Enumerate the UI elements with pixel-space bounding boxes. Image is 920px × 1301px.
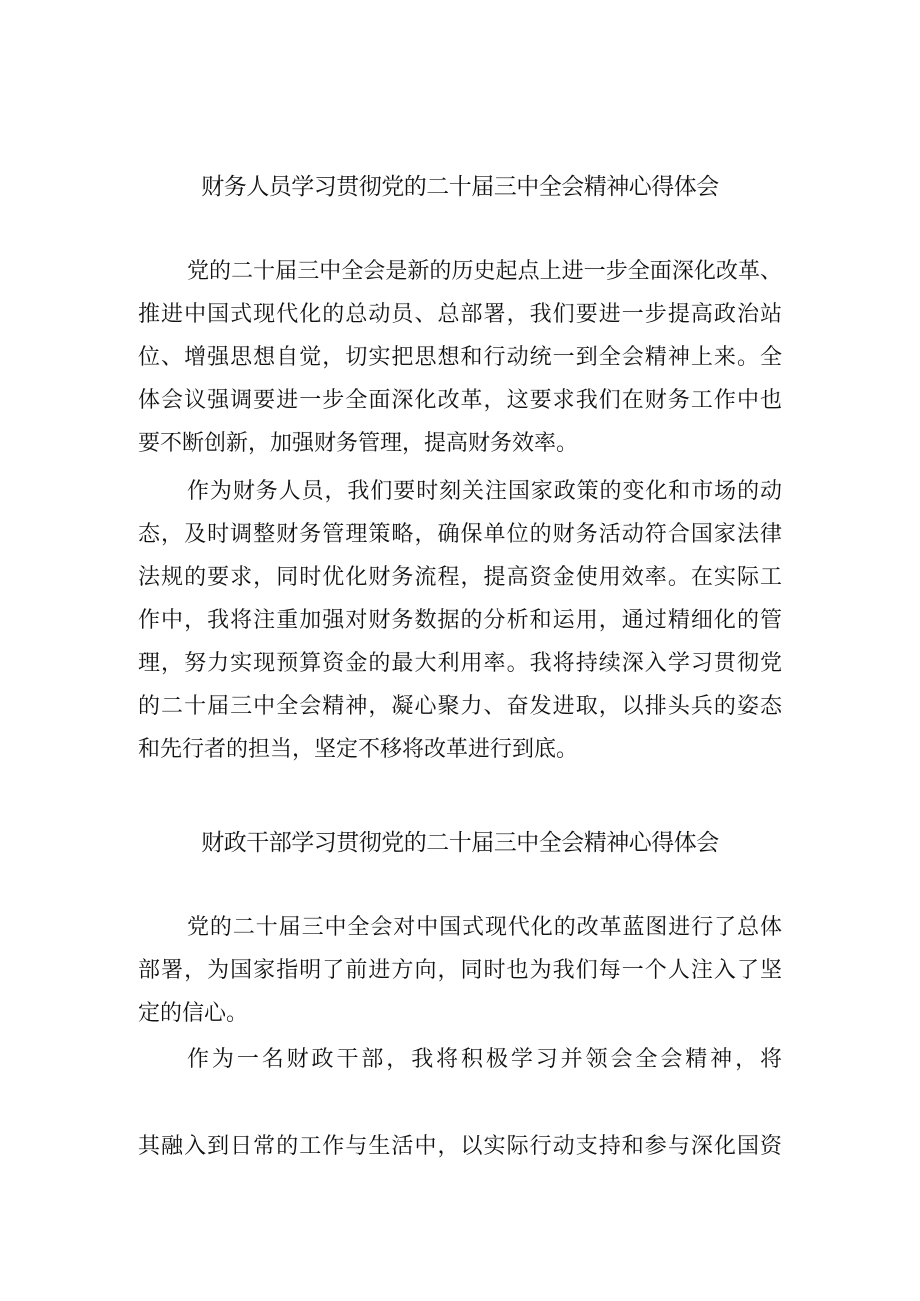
section-2-line: 作为一名财政干部，我将积极学习并领会全会精神，将: [187, 1047, 785, 1072]
section-1-line: 法规的要求，同时优化财务流程，提高资金使用效率。在实际工: [138, 565, 784, 590]
section-1-line: 的二十届三中全会精神，凝心聚力、奋发进取，以排头兵的姿态: [138, 694, 784, 719]
section-1-line: 和先行者的担当，坚定不移将改革进行到底。: [138, 737, 579, 762]
section-1-title: 财务人员学习贯彻党的二十届三中全会精神心得体会: [201, 174, 719, 200]
section-1-line: 要不断创新，加强财务管理，提高财务效率。: [138, 431, 579, 456]
section-2-line: 其融入到日常的工作与生活中，以实际行动支持和参与深化国资: [138, 1134, 784, 1159]
section-1-line: 推进中国式现代化的总动员、总部署，我们要进一步提高政治站: [138, 302, 784, 327]
section-2-title: 财政干部学习贯彻党的二十届三中全会精神心得体会: [201, 830, 719, 856]
section-1-line: 党的二十届三中全会是新的历史起点上进一步全面深化改革、: [187, 259, 783, 284]
section-1-line: 理，努力实现预算资金的最大利用率。我将持续深入学习贯彻党: [138, 651, 784, 676]
section-2-line: 定的信心。: [138, 1001, 249, 1026]
section-1-line: 位、增强思想自觉，切实把思想和行动统一到全会精神上来。全: [138, 345, 784, 370]
section-2-line: 党的二十届三中全会对中国式现代化的改革蓝图进行了总体: [187, 915, 783, 940]
section-1-line: 作中，我将注重加强对财务数据的分析和运用，通过精细化的管: [138, 608, 784, 633]
section-2-line: 部署，为国家指明了前进方向，同时也为我们每一个人注入了坚: [138, 958, 784, 983]
section-1-line: 体会议强调要进一步全面深化改革，这要求我们在财务工作中也: [138, 388, 784, 413]
section-1-line: 态，及时调整财务管理策略，确保单位的财务活动符合国家法律: [138, 522, 784, 547]
section-1-line: 作为财务人员，我们要时刻关注国家政策的变化和市场的动: [187, 479, 783, 504]
